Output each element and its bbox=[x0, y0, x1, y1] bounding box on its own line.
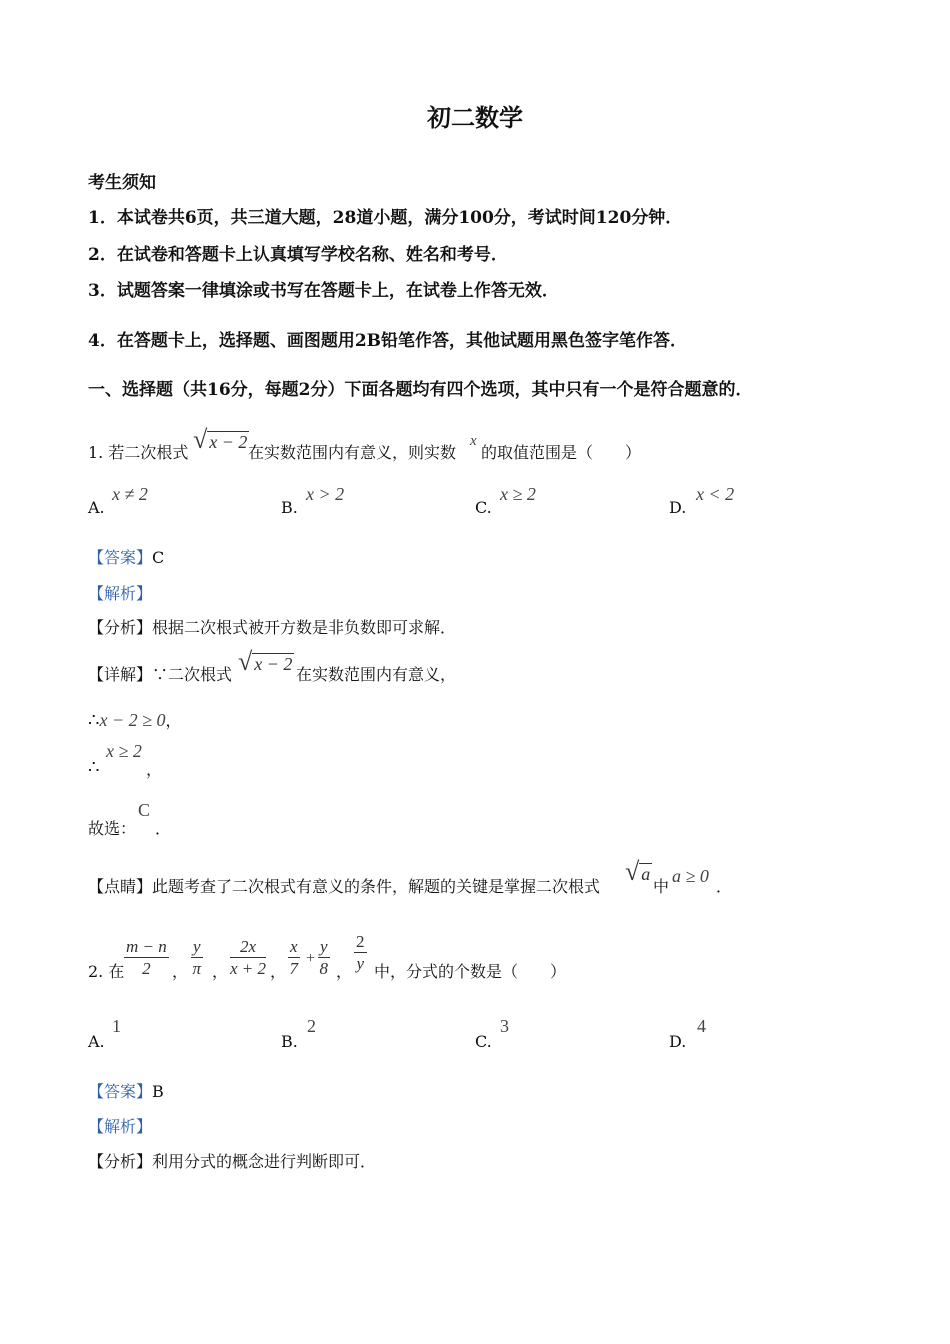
q1-step1: x − 2 ≥ 0 bbox=[99, 710, 166, 730]
notice-item-4: 4．在答题卡上，选择题、画图题用2B铅笔作答，其他试题用黑色签字笔作答． bbox=[88, 331, 688, 351]
q1-dianjing-cond: a ≥ 0 bbox=[672, 866, 709, 886]
q2-f2-num: y bbox=[193, 937, 201, 956]
q2-plus: + bbox=[306, 950, 316, 967]
q1-xiangjie-radicand: x − 2 bbox=[254, 654, 293, 674]
notice-item-3: 3．试题答案一律填涂或书写在答题卡上，在试卷上作答无效． bbox=[88, 281, 559, 301]
q2-fraction-5 bbox=[354, 932, 367, 975]
q1-answer-tag: 【答案】 bbox=[88, 548, 153, 567]
q1-var: x bbox=[470, 433, 477, 449]
q2-comma: ， bbox=[336, 962, 353, 981]
q2-answer-tag: 【答案】 bbox=[88, 1082, 153, 1101]
q2-fraction-3 bbox=[230, 937, 266, 980]
q1-dianjing: 此题考查了二次根式有意义的条件，解题的关键是掌握二次根式 bbox=[152, 877, 601, 896]
q2-f4a-num: x bbox=[290, 937, 298, 956]
q1-option-a-expr: x ≠ 2 bbox=[112, 484, 148, 504]
q2-f3-num: 2x bbox=[230, 937, 266, 958]
q2-fraction-4a bbox=[288, 937, 300, 980]
q2-f4a-den: 7 bbox=[289, 959, 299, 978]
therefore-icon: ∴ bbox=[88, 710, 100, 731]
q1-xiangjie-tag: 【详解】 bbox=[88, 665, 153, 684]
q1-option-b-label: B. bbox=[281, 498, 298, 517]
notice-heading: 考生须知 bbox=[88, 173, 156, 193]
q2-option-d-label: D. bbox=[669, 1032, 687, 1051]
q2-fenxi: 利用分式的概念进行判断即可． bbox=[152, 1152, 377, 1171]
q1-fenxi-tag: 【分析】 bbox=[88, 618, 153, 637]
q1-option-b-expr: x > 2 bbox=[306, 484, 345, 504]
therefore-icon: ∴ bbox=[88, 757, 100, 778]
q2-f3-den: x + 2 bbox=[230, 959, 267, 978]
q2-f1-num: m − n bbox=[126, 937, 167, 956]
q1-radicand: x − 2 bbox=[209, 432, 248, 452]
q1-dianjing-end: ． bbox=[716, 877, 733, 896]
q1-middle: 在实数范围内有意义，则实数 bbox=[248, 443, 457, 462]
q1-suffix: 的取值范围是（ ） bbox=[481, 443, 642, 462]
q2-option-c-label: C. bbox=[475, 1032, 492, 1051]
q1-option-d-expr: x < 2 bbox=[696, 484, 735, 504]
q1-option-c-label: C. bbox=[475, 498, 492, 517]
q1-choose-pre: 故选： bbox=[88, 819, 137, 838]
q1-option-d-label: D. bbox=[669, 498, 687, 517]
q1-prefix: 1. 若二次根式 bbox=[88, 443, 189, 462]
q2-option-c-expr: 3 bbox=[500, 1016, 509, 1036]
q2-answer: B bbox=[152, 1082, 164, 1101]
page-title: 初二数学 bbox=[427, 103, 523, 132]
q1-choose-end: ． bbox=[155, 819, 172, 838]
q1-xiangjie-post: 在实数范围内有意义， bbox=[296, 665, 457, 684]
q1-step1-end: ， bbox=[165, 711, 182, 730]
q2-fraction-4b bbox=[318, 937, 330, 980]
q2-f5-num: 2 bbox=[356, 932, 365, 951]
q2-option-d-expr: 4 bbox=[697, 1016, 706, 1036]
q2-f1-den: 2 bbox=[142, 959, 151, 978]
q2-prefix: 2. 在 bbox=[88, 962, 125, 981]
q2-fenxi-tag: 【分析】 bbox=[88, 1152, 153, 1171]
q2-option-a-expr: 1 bbox=[112, 1016, 121, 1036]
q2-comma: ， bbox=[212, 962, 229, 981]
section-heading: 一、选择题（共16分，每题2分）下面各题均有四个选项，其中只有一个是符合题意的． bbox=[88, 380, 753, 400]
q1-xiangjie-pre: ∵二次根式 bbox=[152, 665, 233, 684]
q1-choose: C bbox=[138, 800, 151, 820]
q1-option-c-expr: x ≥ 2 bbox=[500, 484, 536, 504]
q1-answer: C bbox=[152, 548, 165, 567]
q2-comma: ， bbox=[270, 962, 287, 981]
q1-dianjing-sqrt: √ a bbox=[625, 857, 651, 886]
q2-suffix: 中，分式的个数是（ ） bbox=[374, 962, 567, 981]
q2-analysis-tag: 【解析】 bbox=[88, 1117, 153, 1136]
q1-dianjing-radicand: a bbox=[641, 864, 651, 884]
q1-analysis-tag: 【解析】 bbox=[88, 584, 153, 603]
q2-option-a-label: A. bbox=[88, 1032, 105, 1051]
q2-f4b-num: y bbox=[320, 937, 328, 956]
q2-f2-den: π bbox=[192, 959, 202, 978]
q1-option-a-label: A. bbox=[88, 498, 105, 517]
q1-step2-end: ， bbox=[146, 760, 163, 779]
q2-f5-den: y bbox=[356, 954, 365, 973]
q2-option-b-expr: 2 bbox=[307, 1016, 316, 1036]
q2-fraction-2 bbox=[191, 937, 203, 980]
notice-item-2: 2．在试卷和答题卡上认真填写学校名称、姓名和考号． bbox=[88, 245, 508, 265]
q2-comma: ， bbox=[172, 962, 189, 981]
q1-xiangjie-sqrt: √ x − 2 bbox=[238, 647, 293, 676]
notice-item-1: 1．本试卷共6页，共三道大题，28道小题，满分100分，考试时间120分钟． bbox=[88, 208, 683, 228]
q1-dianjing-tag: 【点睛】 bbox=[88, 877, 153, 896]
q1-sqrt: √ x − 2 bbox=[193, 425, 248, 454]
q2-f4b-den: 8 bbox=[319, 959, 329, 978]
q1-dianjing-mid: 中 bbox=[653, 877, 670, 896]
q2-fraction-1 bbox=[124, 937, 169, 980]
q1-step2: x ≥ 2 bbox=[106, 741, 142, 761]
q2-option-b-label: B. bbox=[281, 1032, 298, 1051]
q1-fenxi: 根据二次根式被开方数是非负数即可求解． bbox=[152, 618, 457, 637]
